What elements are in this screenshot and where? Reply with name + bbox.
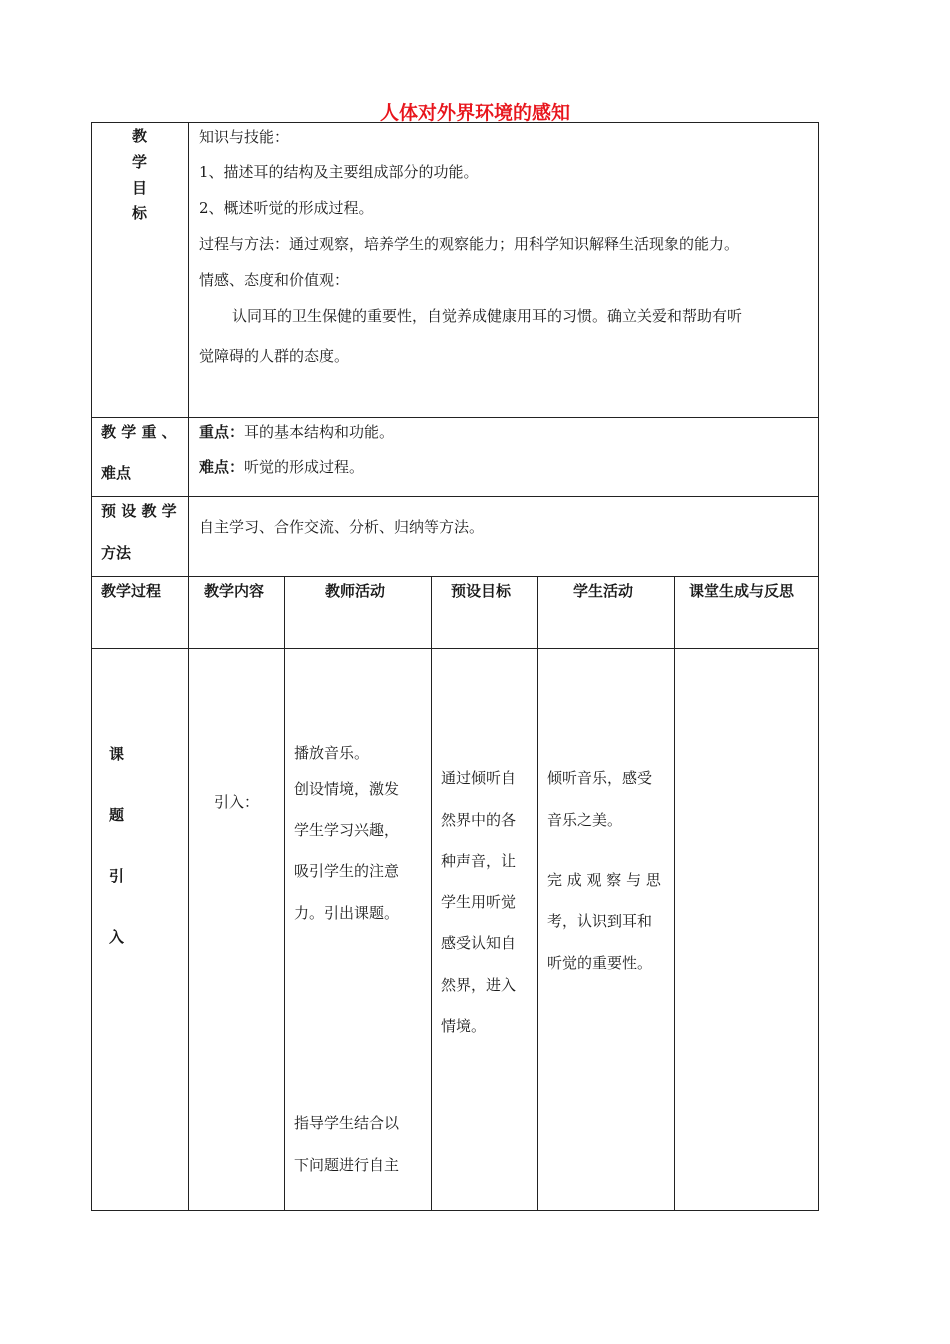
student-line: 考，认识到耳和 — [547, 912, 653, 930]
column-divider — [284, 576, 285, 1211]
key-point — [199, 422, 394, 442]
objective-item-2: 2、概述听觉的形成过程。 — [199, 199, 374, 217]
header-content: 教学内容 — [204, 582, 265, 600]
header-reflection: 课堂生成与反思 — [689, 582, 795, 600]
document-title: 人体对外界环境的感知 — [379, 102, 570, 124]
stage-label-3: 引 — [109, 867, 125, 885]
knowledge-heading: 知识与技能： — [199, 128, 290, 146]
content-intro: 引入： — [214, 793, 260, 811]
objectives-label-2: 学 — [132, 153, 148, 171]
keypoints-label-line1: 教 学 重 、 — [101, 423, 177, 441]
key-point-label: 重点： — [199, 423, 245, 441]
emotion-heading: 情感、态度和价值观： — [199, 271, 350, 289]
methods-text: 自主学习、合作交流、分析、归纳等方法。 — [199, 518, 485, 536]
teacher-line: 力。引出课题。 — [294, 904, 400, 922]
goal-line: 通过倾听自 — [441, 769, 517, 787]
goal-line: 然界中的各 — [441, 811, 517, 829]
methods-label-line1: 预 设 教 学 — [101, 502, 177, 520]
goal-line: 种声音，让 — [441, 852, 517, 870]
column-divider — [537, 576, 538, 1211]
row-divider — [91, 417, 819, 418]
stage-label-4: 入 — [109, 928, 125, 946]
column-divider — [188, 122, 189, 1211]
key-point-text: 耳的基本结构和功能。 — [244, 423, 395, 441]
methods-label-line2: 方法 — [101, 544, 132, 562]
difficult-point-label: 难点： — [199, 458, 245, 476]
stage-label-2: 题 — [109, 806, 125, 824]
goal-line: 学生用听觉 — [441, 893, 517, 911]
teacher-line: 指导学生结合以 — [294, 1114, 400, 1132]
objective-item-1: 1、描述耳的结构及主要组成部分的功能。 — [199, 163, 479, 181]
teacher-line: 学生学习兴趣， — [294, 821, 400, 839]
row-divider — [91, 576, 819, 577]
teacher-line: 播放音乐。 — [294, 744, 370, 762]
difficult-point — [199, 457, 364, 477]
emotion-text-line2: 觉障碍的人群的态度。 — [199, 347, 350, 365]
student-line: 倾听音乐，感受 — [547, 769, 653, 787]
student-line: 音乐之美。 — [547, 811, 623, 829]
objectives-label-4: 标 — [132, 204, 148, 222]
student-line: 完 成 观 察 与 思 — [547, 871, 661, 889]
row-divider — [91, 648, 819, 649]
goal-line: 然界，进入 — [441, 976, 517, 994]
difficult-point-text: 听觉的形成过程。 — [244, 458, 365, 476]
header-process: 教学过程 — [101, 582, 162, 600]
teacher-line: 下问题进行自主 — [294, 1156, 400, 1174]
column-divider — [431, 576, 432, 1211]
keypoints-label-line2: 难点 — [101, 464, 132, 482]
header-goal: 预设目标 — [451, 582, 512, 600]
goal-line: 情境。 — [441, 1017, 487, 1035]
objectives-label-3: 目 — [132, 179, 148, 197]
stage-label-1: 课 — [109, 745, 125, 763]
emotion-text-line1: 认同耳的卫生保健的重要性，自觉养成健康用耳的习惯。确立关爱和帮助有听 — [232, 307, 743, 325]
goal-line: 感受认知自 — [441, 934, 517, 952]
teacher-line: 创设情境，激发 — [294, 780, 400, 798]
column-divider — [674, 576, 675, 1211]
header-student-activity: 学生活动 — [573, 582, 634, 600]
student-line: 听觉的重要性。 — [547, 954, 653, 972]
row-divider — [91, 496, 819, 497]
process-method-text: 过程与方法：通过观察，培养学生的观察能力；用科学知识解释生活现象的能力。 — [199, 235, 740, 253]
header-teacher-activity: 教师活动 — [325, 582, 386, 600]
teacher-line: 吸引学生的注意 — [294, 862, 400, 880]
objectives-label-1: 教 — [132, 127, 148, 145]
